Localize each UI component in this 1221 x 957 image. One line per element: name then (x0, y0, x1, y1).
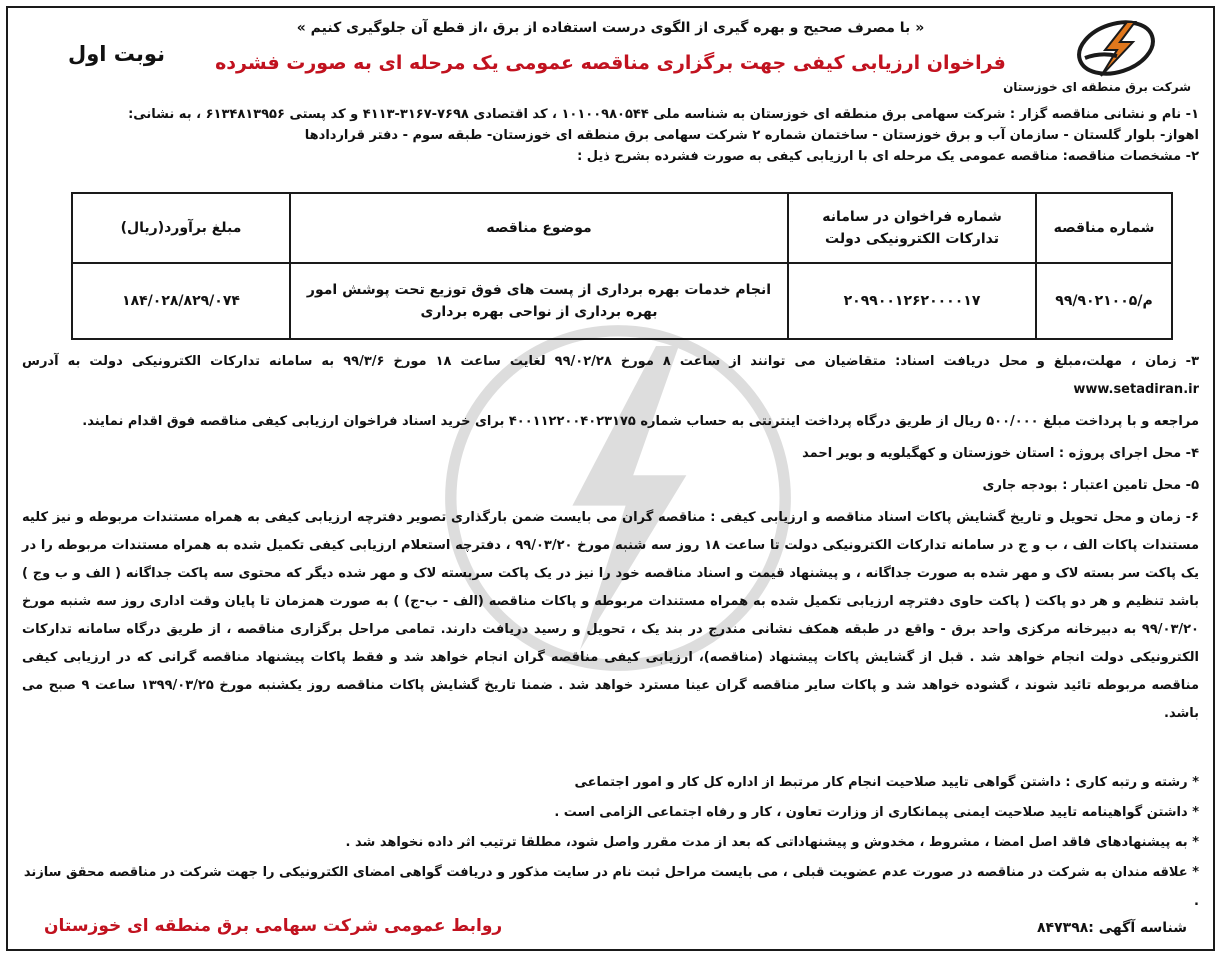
tender-number-value: م/۹۹/۹۰۲۱۰۰۵ (1055, 293, 1153, 309)
ad-identifier: شناسه آگهی :۸۴۷۳۹۸ (1037, 920, 1187, 936)
requirements-list (22, 768, 1199, 917)
section-4: ۴- محل اجرای پروژه : استان خوزستان و کهگیلویه و بویر احمد (802, 446, 1199, 461)
lightning-bolt-icon (1071, 18, 1161, 78)
cell-setad-number (788, 263, 1036, 339)
header-amount: مبلغ برآورد(ریال) (72, 193, 290, 263)
header-setad-number: شماره فراخوان در سامانه تدارکات الکترونیکی دولت (788, 193, 1036, 263)
logo-caption: شرکت برق منطقه ای خوزستان (1003, 80, 1191, 94)
list-item: * رشته و رتبه کاری : داشتن گواهی تایید صلاحیت انجام کار مرتبط از اداره کل کار و امور اجتماعی (574, 775, 1199, 790)
cell-amount (72, 263, 290, 339)
section-3-continued: مراجعه و با پرداخت مبلغ ۵۰۰/۰۰۰ ریال از طریق درگاه پرداخت اینترنتی به حساب شماره ۴۰۰۱۱۲۲۰۰۴۰۲۳۱۷۵ برای خرید اسناد فراخوان ارزیابی کیفی مناقصه فوق اقدام نمایند. (82, 414, 1199, 429)
amount-value: ۱۸۴/۰۲۸/۸۲۹/۰۷۴ (122, 293, 240, 309)
round-label: نوبت اول (68, 42, 165, 66)
intro-text (22, 104, 1199, 167)
cell-tender-number (1036, 263, 1172, 339)
setad-number-value: ۲۰۹۹۰۰۱۲۶۲۰۰۰۰۱۷ (843, 293, 981, 309)
setad-url-link[interactable]: www.setadiran.ir (1073, 382, 1199, 397)
section-5: ۵- محل تامین اعتبار : بودجه جاری (982, 478, 1199, 493)
tender-table-header-row (72, 193, 1172, 263)
list-item: * داشتن گواهینامه تایید صلاحیت ایمنی پیمانکاری از وزارت تعاون ، کار و رفاه اجتماعی الزامی است . (554, 805, 1199, 820)
public-relations-signature: روابط عمومی شرکت سهامی برق منطقه ای خوزستان (44, 916, 503, 936)
list-item: * علاقه مندان به شرکت در مناقصه در صورت عدم عضویت قبلی ، می بایست مراحل ثبت نام در سایت مذکور و دریافت گواهی امضای الکترونیکی را جهت شرکت در مناقصه محقق سازند . (23, 865, 1199, 909)
section-6: ۶- زمان و محل تحویل و تاریخ گشایش پاکات اسناد مناقصه و ارزیابی کیفی : مناقصه گران می بایست ضمن بارگذاری تصویر دفترچه ارزیابی کیفی به همراه مستندات مربوطه و نیز کلیه مستندات پاکات الف ، ب و ج در سامانه تدارکات الکترونیکی دولت تا ساعت ۱۸ روز سه شنبه مورخ ۹۹/۰۳/۲۰ ، دفترچه استعلام ارزیابی کیفی تکمیل شده به همراه مستندات مربوطه را در یک پاکت سر بسته لاک و مهر شده به صورت جداگانه ، و پیشنهاد قیمت و اسناد مناقصه خود را نیز در یک پاکت سربسته لاک و مهر شده دیگر که محتوی سه پاکت جداگانه ( الف و ب وج ) باشد تنظیم و هر دو پاکت ( پاکت حاوی دفترچه ارزیابی تکمیل شده به همراه مستندات مربوطه و پاکات مناقصه (الف - ب-ج) ) به صورت همزمان تا پایان وقت اداری روز سه شنبه مورخ ۹۹/۰۳/۲۰ به دبیرخانه مرکزی واحد برق - واقع در طبقه همکف نشانی مندرج در بند یک ، تحویل و رسید دریافت دارند. تمامی مراحل برگزاری مناقصه ، از طریق درگاه سامانه تدارکات الکترونیکی دولت انجام خواهد شد . قبل از گشایش پاکات پیشنهاد (مناقصه)، ارزیابی کیفی مناقصه گران انجام خواهد شد و فقط پاکات پیشنهاد مناقصه گرانی که در ارزیابی کیفی مناقصه مربوطه تائید شوند ، گشوده خواهد شد و پاکات سایر مناقصه گران عینا مسترد خواهد شد . ضمنا تاریخ گشایش پاکات مناقصه روز یکشنبه مورخ ۱۳۹۹/۰۳/۲۵ ساعت ۹ صبح می باشد. (22, 510, 1200, 721)
notice-footer (8, 914, 1213, 944)
tender-table (71, 192, 1173, 340)
section-3-text: ۳- زمان ، مهلت،مبلغ و محل دریافت اسناد: متقاضیان می توانند از ساعت ۸ مورخ ۹۹/۰۲/۲۸ لغایت ساعت ۱۸ مورخ ۹۹/۳/۶ به سامانه تدارکات الکترونیکی دولت به آدرس (22, 354, 1200, 369)
notice-sections (22, 348, 1199, 732)
section-3 (22, 348, 1199, 404)
table-row (72, 263, 1172, 339)
item-1-address: اهواز- بلوار گلستان - سازمان آب و برق خوزستان - ساختمان شماره ۲ شرکت سهامی برق منطقه ای خوزستان- طبقه سوم - دفتر قراردادها (304, 128, 1199, 143)
company-logo (1003, 18, 1191, 98)
list-item: * به پیشنهادهای فاقد اصل امضا ، مشروط ، مخدوش و پیشنهاداتی که بعد از مدت مقرر واصل شود، مطلقا ترتیب اثر داده نخواهد شد . (345, 835, 1199, 850)
notice-title: فراخوان ارزیابی کیفی جهت برگزاری مناقصه عمومی یک مرحله ای به صورت فشرده (215, 52, 1006, 74)
item-1-tenderer: ۱- نام و نشانی مناقصه گزار : شرکت سهامی برق منطقه ای خوزستان به شناسه ملی ۱۰۱۰۰۹۸۰۵۴۴ ، کد اقتصادی ۷۶۹۸-۳۱۶۷-۴۱۱۳ و کد پستی ۶۱۳۴۸۱۳۹۵۶ ، به نشانی: (128, 107, 1199, 122)
slogan: « با مصرف صحیح و بهره گیری از الگوی درست استفاده از برق ،از قطع آن جلوگیری کنیم » (296, 20, 925, 36)
cell-subject: انجام خدمات بهره برداری از پست های فوق توزیع تحت پوشش امور بهره برداری از نواحی بهره برداری (290, 263, 788, 339)
notice-header (8, 8, 1213, 104)
header-subject: موضوع مناقصه (290, 193, 788, 263)
item-2-specs: ۲- مشخصات مناقصه: مناقصه عمومی یک مرحله ای با ارزیابی کیفی به صورت فشرده بشرح ذیل : (577, 149, 1199, 164)
tender-notice-page (6, 6, 1215, 951)
header-tender-number: شماره مناقصه (1036, 193, 1172, 263)
